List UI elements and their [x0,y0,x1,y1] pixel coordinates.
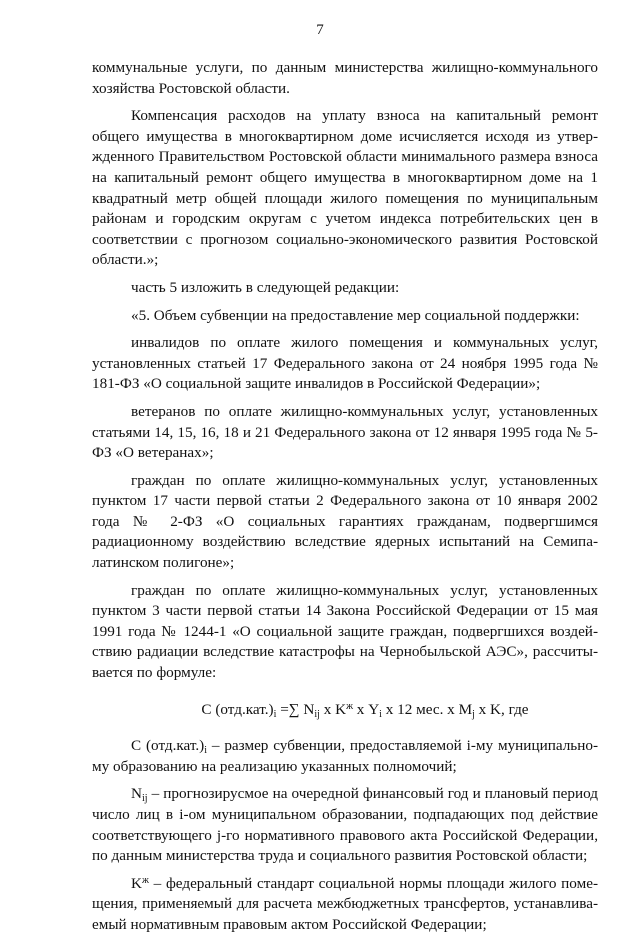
paragraph-2: Компенсация расходов на уплату взноса на капитальный ремонт общего имущества в многоквартирном доме исчисляется исходя из утвержденного Правительством Ростовской области минимального размера взноса на капитальный ремонт общего имущества в многоквартирном доме на 1 квадратный метр общей площади жилого помещения по муниципальным районам и городским округам с учетом индекса потребительских цен в соответствии с прогнозом социально-экономического развития Ростовской области.»; [92,107,598,269]
formula-n-sub: ij [314,708,320,720]
formula-t1: х K [319,700,347,718]
definition-k-sup: ж [141,874,149,886]
formula-t4: х K, где [474,700,529,718]
paragraph-1: коммунальные услуги, по данным министерства жилищно-коммунального хозяйства Ростовской области. [92,59,598,97]
page-number: 7 [316,22,324,38]
formula-lhs-sub: i [273,708,277,720]
definition-n [92,784,598,866]
formula [92,700,598,721]
paragraph-4: «5. Объем субвенции на предоставление мер социальной поддержки: [131,306,580,324]
formula-m-sub: j [472,708,475,720]
definition-n-symbol: N [131,785,142,803]
formula-k-sup: ж [346,700,353,712]
document-body [92,58,598,943]
formula-eq: =∑ N [276,700,315,718]
definition-c-sub: i [204,745,208,757]
formula-t2: х Y [353,700,380,718]
paragraph-5: инвалидов по оплате жилого помещения и коммунальных услуг, установленных статьей 17 Федерального закона от 24 ноября 1995 года № 181-ФЗ «О социальной защите инвалидов в Российской Федерации»; [92,334,598,393]
definition-c [92,736,598,777]
definition-n-sub: ij [141,793,148,805]
paragraph-8: граждан по оплате жилищно-коммунальных услуг, установленных пунктом 3 части первой статьи 14 Закона Российской Федерации от 15 мая 1991 года № 1244-1 «О социальной защите граждан, подвергшихся воздействию радиации вследствие катастрофы на Чернобыльской АЭС», рассчитывается по формуле: [92,581,598,682]
definition-k-text: – федеральный стандарт социальной нормы площади жилого помещения, применяемый для расчета межбюджетных трансфертов, устанавливаемый нормативным правовым актом Российской Федерации; [92,874,598,933]
paragraph-6: ветеранов по оплате жилищно-коммунальных услуг, установленных статьями 14, 15, 16, 18 и 21 Федерального закона от 12 января 1995 года № 5-ФЗ «О ветеранах»; [92,402,598,462]
definition-c-text: – размер субвенции, предоставляемой i-му муниципальному образованию на реализацию указанных полномочий; [92,737,598,775]
formula-t3: х 12 мес. х M [381,700,473,718]
paragraph-3: часть 5 изложить в следующей редакции: [131,278,400,296]
definition-k-symbol: K [131,874,142,892]
formula-lhs: С (отд.кат.) [201,700,274,718]
paragraph-7: граждан по оплате жилищно-коммунальных услуг, установленных пунктом 17 части первой статьи 2 Федерального закона от 10 января 2002 года № 2-ФЗ «О социальных гарантиях гражданам, подвергшимся радиационному воздействию вследствие ядерных испытаний на Семипалатинском полигоне»; [92,471,598,572]
definition-n-text: – прогнозирусмое на очередной финансовый год и плановый период число лиц в i-ом муниципальном образовании, подпадающих под действие соответствующего j-го нормативного правового акта Российской Федерации, по данным министерства труда и социального развития Ростовской области; [92,785,598,865]
definition-c-symbol: С (отд.кат.) [131,737,205,755]
formula-y-sub: i [379,708,382,720]
